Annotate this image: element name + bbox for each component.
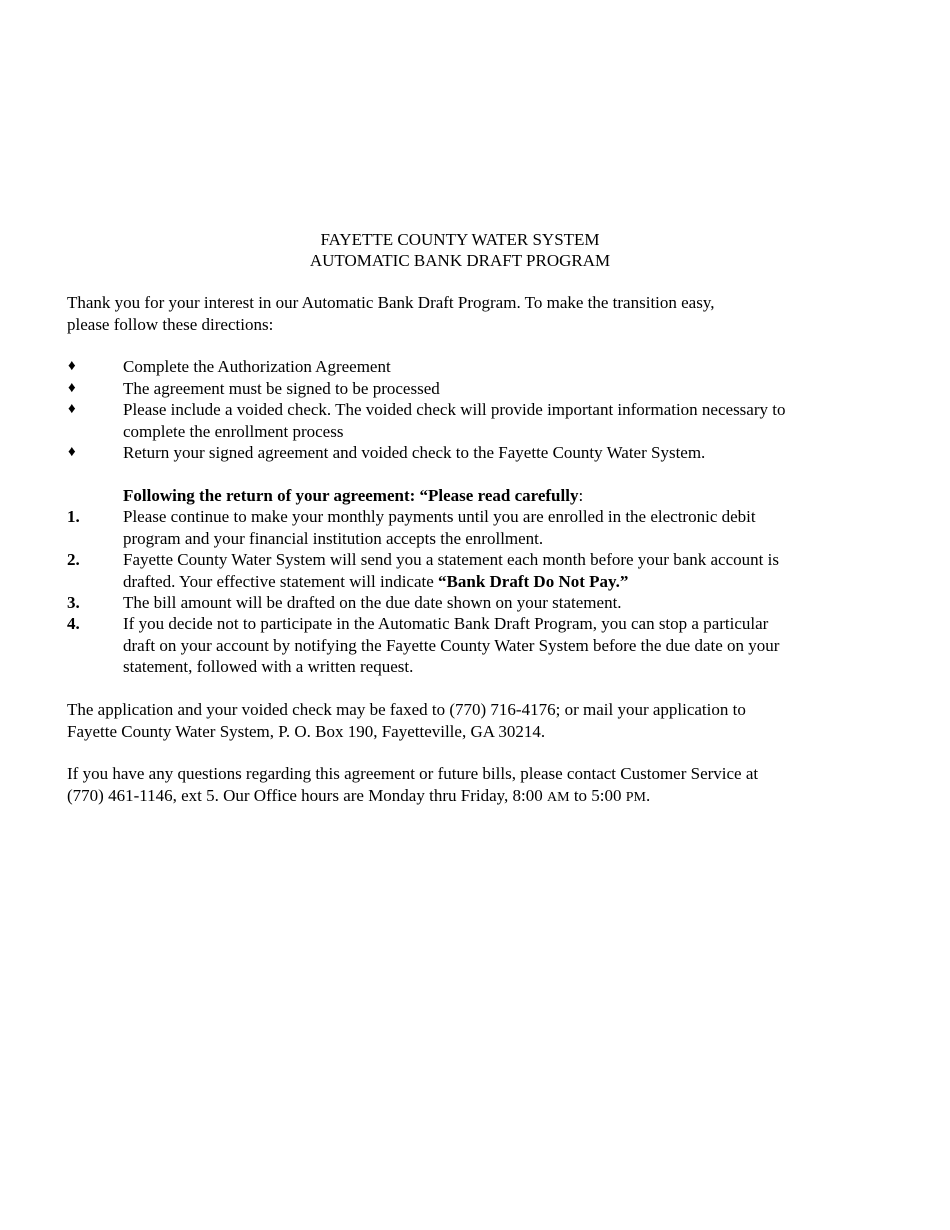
bank-draft-notice: “Bank Draft Do Not Pay.” (438, 571, 629, 591)
pm-label: PM (625, 789, 646, 805)
contact-line-1: If you have any questions regarding this agreement or future bills, please contact Customer Service at (67, 764, 759, 783)
contact-hours-to: to 5:00 (569, 785, 626, 805)
diamond-bullet-icon: ♦ (68, 401, 76, 417)
contact-paragraph (67, 763, 867, 808)
fax-line-2: Fayette County Water System, P. O. Box 190, Fayetteville, GA 30214. (67, 721, 546, 741)
bullet-text-continued: complete the enrollment process (123, 421, 344, 441)
intro-line-1: Thank you for your interest in our Automatic Bank Draft Program. To make the transition easy, (67, 293, 715, 312)
bullet-text: The agreement must be signed to be processed (123, 379, 440, 398)
item-number: 4. (67, 614, 80, 633)
numbered-text-continued: draft on your account by notifying the Fayette County Water System before the due date on your (123, 635, 780, 655)
item-number: 1. (67, 507, 80, 526)
numbered-text: The bill amount will be drafted on the due date shown on your statement. (123, 593, 622, 612)
following-heading-colon: : (578, 486, 584, 505)
item-number: 2. (67, 550, 80, 569)
diamond-bullet-icon: ♦ (68, 444, 76, 460)
numbered-text: Fayette County Water System will send you a statement each month before your bank account is (123, 550, 779, 569)
item-number: 3. (67, 593, 80, 612)
following-heading-bold: Following the return of your agreement: “Please read carefully (123, 486, 579, 505)
bullet-text: Return your signed agreement and voided check to the Fayette County Water System. (123, 443, 706, 462)
fax-line-1: The application and your voided check may be faxed to (770) 716-4176; or mail your application to (67, 700, 746, 719)
bullet-text: Complete the Authorization Agreement (123, 357, 391, 376)
am-label: AM (547, 789, 570, 805)
fax-mail-paragraph (67, 699, 867, 742)
bullet-text: Please include a voided check. The voided check will provide important information necessary to (123, 400, 786, 419)
numbered-text: If you decide not to participate in the Automatic Bank Draft Program, you can stop a particular (123, 614, 769, 633)
numbered-text-continued: program and your financial institution accepts the enrollment. (123, 528, 544, 548)
numbered-text-continued: statement, followed with a written request. (123, 657, 414, 676)
contact-phone-hours: (770) 461-1146, ext 5. Our Office hours are Monday thru Friday, 8:00 (67, 785, 547, 805)
diamond-bullet-icon: ♦ (68, 380, 76, 396)
intro-paragraph (67, 292, 867, 335)
numbered-text: Please continue to make your monthly payments until you are enrolled in the electronic debit (123, 507, 756, 526)
contact-period: . (646, 785, 651, 805)
diamond-bullet-icon: ♦ (68, 358, 76, 374)
heading-program-name: AUTOMATIC BANK DRAFT PROGRAM (309, 251, 611, 270)
heading-org-name: FAYETTE COUNTY WATER SYSTEM (320, 230, 600, 249)
intro-line-2: please follow these directions: (67, 314, 274, 334)
numbered-text-continued: drafted. Your effective statement will indicate (123, 571, 439, 591)
